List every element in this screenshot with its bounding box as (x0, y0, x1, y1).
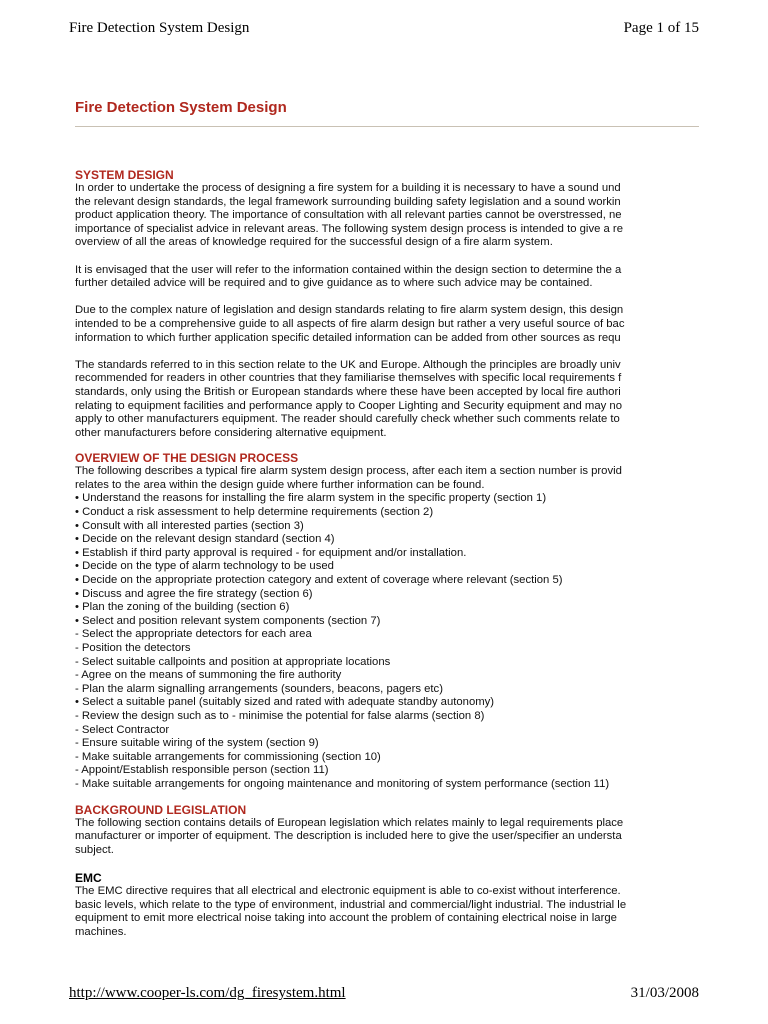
paragraph-line: further detailed advice will be required and to give guidance as to where such advice may be contained. (75, 277, 593, 290)
section-heading-overview: OVERVIEW OF THE DESIGN PROCESS (75, 451, 299, 466)
list-item: • Discuss and agree the fire strategy (section 6) (75, 587, 313, 600)
list-item: • Conduct a risk assessment to help determine requirements (section 2) (75, 506, 434, 519)
list-item: • Plan the zoning of the building (section 6) (75, 601, 290, 614)
list-item: • Select and position relevant system components (section 7) (75, 614, 381, 627)
paragraph-line: relates to the area within the design guide where further information can be found. (75, 478, 485, 491)
header-page-number: Page 1 of 15 (623, 20, 699, 36)
paragraph-line: The EMC directive requires that all electrical and electronic equipment is able to co-exist without interference. (75, 884, 621, 897)
paragraph-line: product application theory. The importance of consultation with all relevant parties cannot be overstressed, ne (75, 209, 622, 222)
paragraph-emc (75, 885, 699, 939)
paragraph-overview-intro (75, 465, 699, 492)
list-item: - Review the design such as to - minimise the potential for false alarms (section 8) (75, 709, 485, 722)
paragraph-line: recommended for readers in other countries that they familiarise themselves with specific local requirements f (75, 372, 622, 385)
paragraph-line: equipment to emit more electrical noise taking into account the problem of containing electrical noise in large (75, 912, 617, 925)
section-heading-system-design: SYSTEM DESIGN (75, 168, 174, 182)
paragraph-line: information to which further application specific detailed information can be added from other sources as requ (75, 331, 621, 344)
paragraph-system-design-3 (75, 304, 699, 345)
title-divider (75, 126, 699, 127)
section-heading-background: BACKGROUND LEGISLATION (75, 802, 247, 817)
footer-url-link[interactable]: http://www.cooper-ls.com/dg_firesystem.html (69, 985, 346, 1001)
paragraph-line: The following section contains details of European legislation which relates mainly to legal requirements place (75, 816, 624, 829)
footer-date: 31/03/2008 (630, 985, 699, 1001)
list-item: - Select Contractor (75, 723, 170, 736)
design-process-list (75, 492, 699, 791)
document-title: Fire Detection System Design (75, 99, 287, 116)
paragraph-line: standards, only using the British or European standards where these have been accepted by local fire authori (75, 385, 621, 398)
paragraph-line: In order to undertake the process of designing a fire system for a building it is necessary to have a sound und (75, 182, 621, 194)
paragraph-line: basic levels, which relate to the type of environment, industrial and commercial/light industrial. The industrial le (75, 898, 627, 911)
list-item: - Appoint/Establish responsible person (section 11) (75, 764, 329, 777)
list-item: - Select the appropriate detectors for each area (75, 628, 312, 641)
list-item: • Select a suitable panel (suitably sized and rated with adequate standby autonomy) (75, 696, 495, 709)
paragraph-line: It is envisaged that the user will refer to the information contained within the design section to determine the a (75, 263, 622, 276)
list-item: • Decide on the type of alarm technology to be used (75, 560, 334, 573)
list-item: • Understand the reasons for installing the fire alarm system in the specific property (section 1) (75, 492, 547, 505)
list-item: - Plan the alarm signalling arrangements (sounders, beacons, pagers etc) (75, 682, 443, 695)
list-item: - Position the detectors (75, 642, 191, 654)
paragraph-line: The standards referred to in this section relate to the UK and Europe. Although the principles are broadly univ (75, 358, 621, 371)
paragraph-line: importance of specialist advice in relevant areas. The following system design process is intended to give a re (75, 222, 623, 235)
header-document-title: Fire Detection System Design (69, 20, 250, 36)
paragraph-system-design-1 (75, 182, 699, 250)
paragraph-line: other manufacturers before considering alternative equipment. (75, 426, 387, 439)
paragraph-line: manufacturer or importer of equipment. The description is included here to give the user/specifier an understa (75, 830, 622, 843)
paragraph-system-design-4 (75, 359, 699, 441)
paragraph-line: intended to be a comprehensive guide to all aspects of fire alarm design but rather a very useful source of bac (75, 317, 625, 330)
list-item: - Agree on the means of summoning the fire authority (75, 669, 342, 682)
list-item: - Make suitable arrangements for commissioning (section 10) (75, 750, 381, 763)
paragraph-line: machines. (75, 925, 127, 938)
list-item: • Decide on the appropriate protection category and extent of coverage where relevant (section 5) (75, 574, 563, 587)
list-item: - Select suitable callpoints and position at appropriate locations (75, 655, 391, 668)
paragraph-line: subject. (75, 843, 114, 856)
list-item: - Ensure suitable wiring of the system (section 9) (75, 737, 319, 750)
paragraph-line: the relevant design standards, the legal framework surrounding building safety legislation and a sound workin (75, 195, 621, 208)
section-heading-emc: EMC (75, 870, 102, 885)
list-item: - Make suitable arrangements for ongoing maintenance and monitoring of system performance (section 11) (75, 777, 610, 790)
paragraph-line: Due to the complex nature of legislation and design standards relating to fire alarm system design, this design (75, 304, 624, 317)
paragraph-line: The following describes a typical fire alarm system design process, after each item a section number is provid (75, 465, 622, 478)
paragraph-line: overview of all the areas of knowledge required for the successful design of a fire alarm system. (75, 236, 553, 249)
paragraph-system-design-2 (75, 264, 699, 291)
sections (75, 168, 699, 939)
document-content (75, 97, 699, 939)
paragraph-line: apply to other manufacturers equipment. The reader should carefully check whether such comments relate to (75, 413, 620, 426)
list-item: • Decide on the relevant design standard (section 4) (75, 533, 335, 546)
list-item: • Consult with all interested parties (section 3) (75, 519, 304, 532)
list-item: • Establish if third party approval is required - for equipment and/or installation. (75, 546, 467, 559)
paragraph-background (75, 817, 699, 858)
paragraph-line: relating to equipment facilities and performance apply to Cooper Lighting and Security equipment and may no (75, 399, 622, 412)
